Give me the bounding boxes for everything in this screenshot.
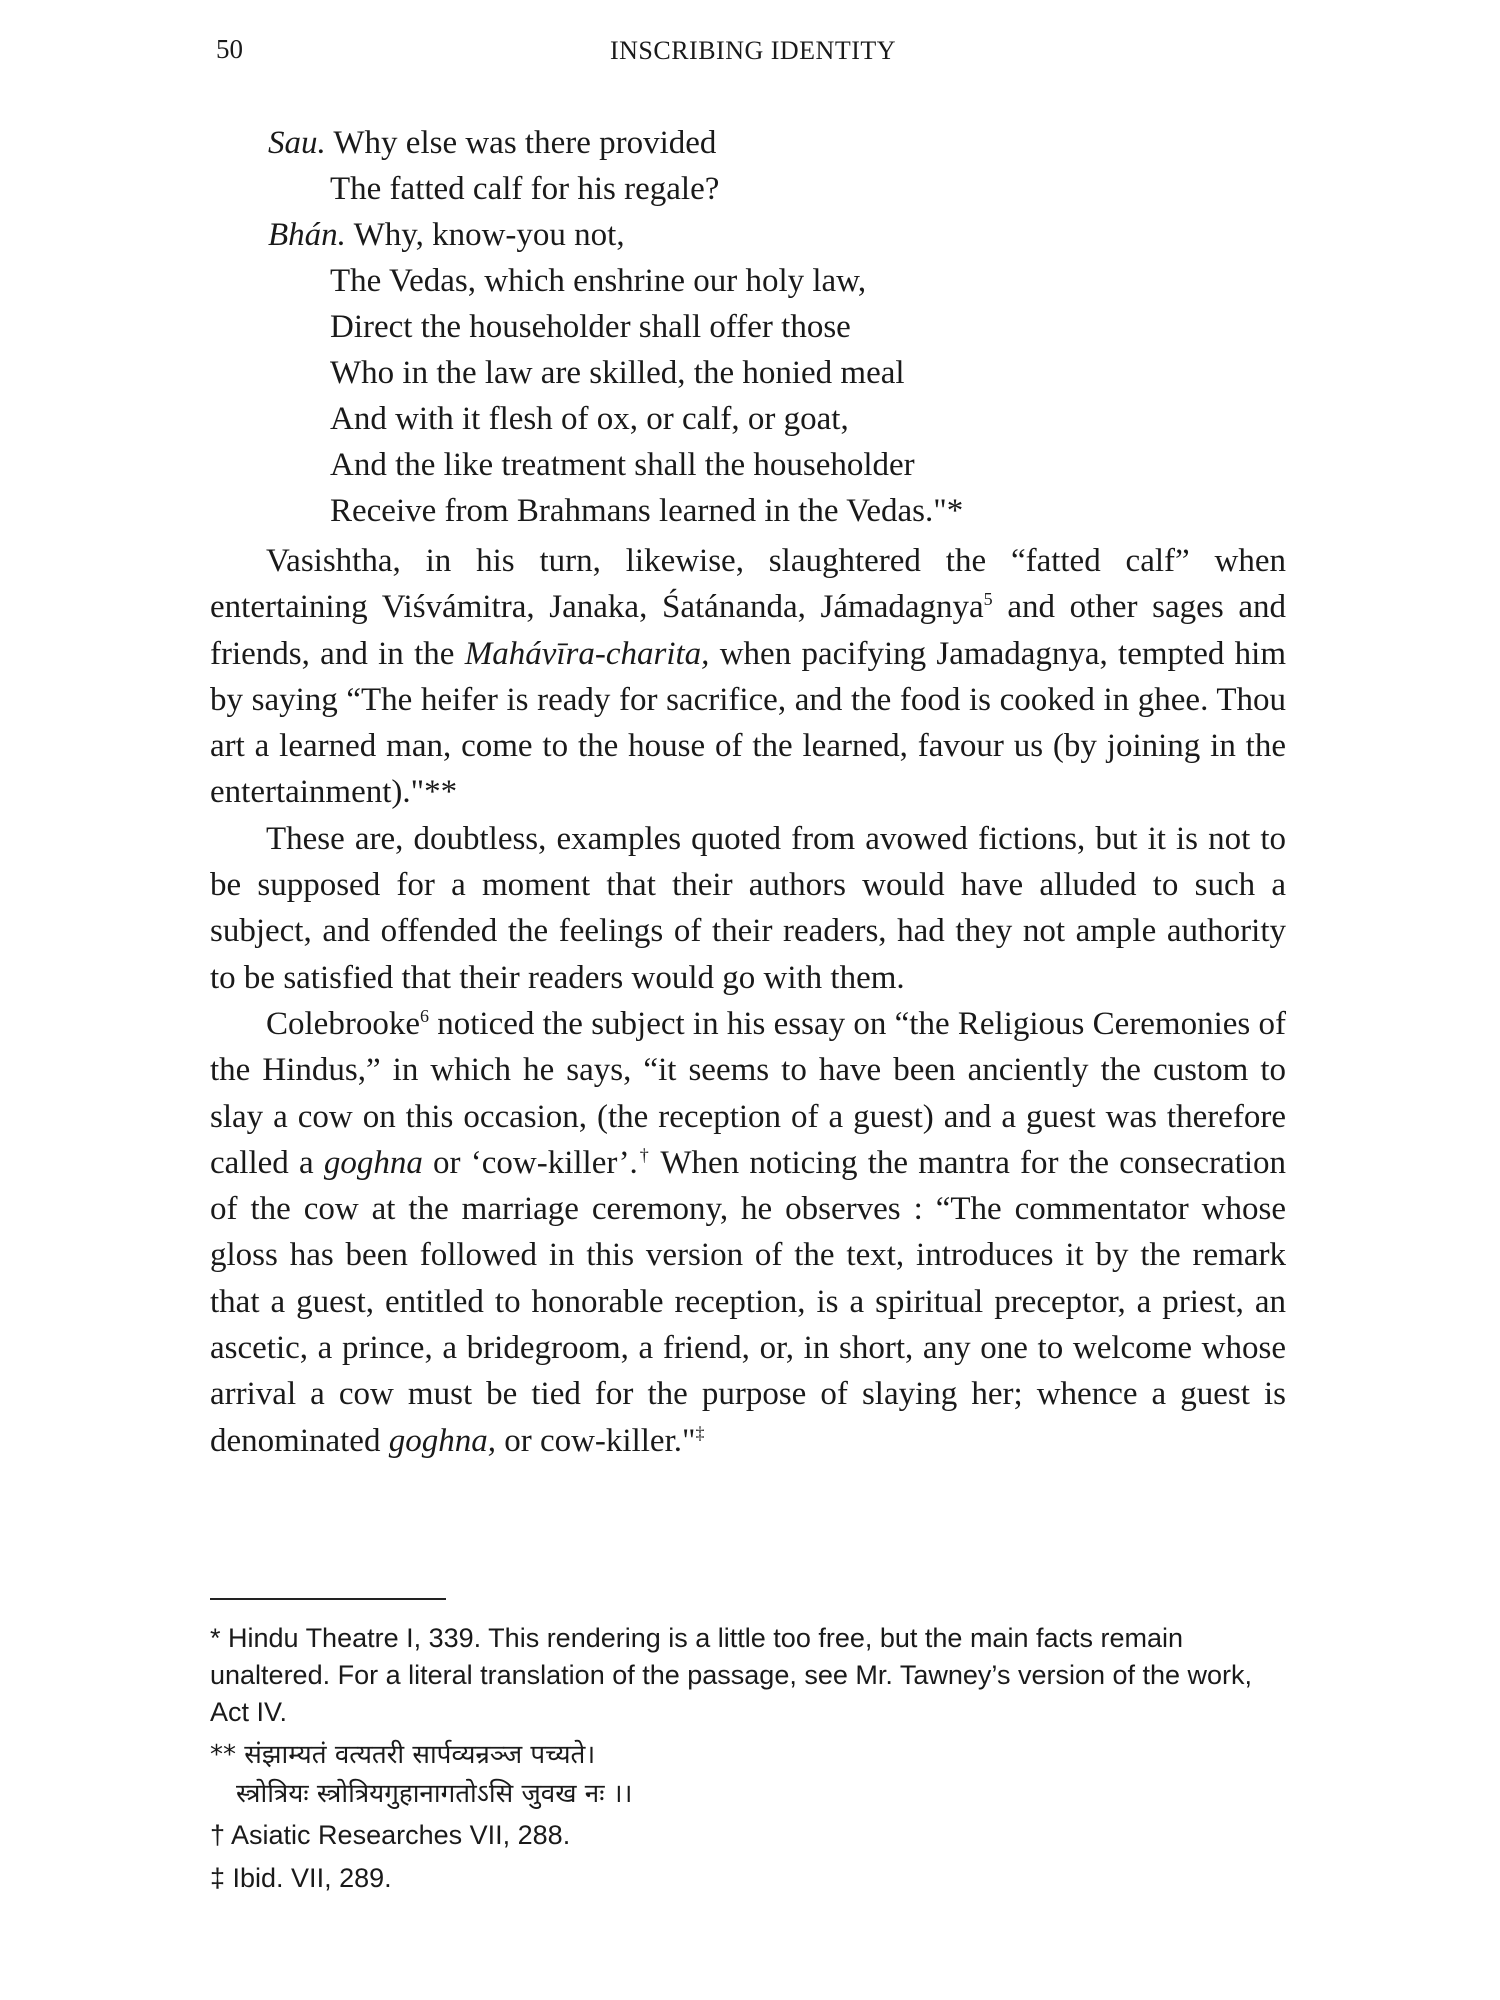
page-number: 50 [216,34,243,64]
verse-line [268,120,1268,166]
footnote-double-asterisk-sanskrit-2: स्त्रोत्रियः स्त्रोत्रियगुहानागतोऽसि जुवख नः ।। [236,1779,633,1809]
paragraph-vasishtha [210,538,1286,816]
footnote-ref-5[interactable]: 5 [983,589,993,610]
verse-text: Why, know-you not, [345,217,625,253]
title-mahavira-charita: Mahávīra-charita, [464,635,710,672]
text-run: and other sages and friends, and in the [210,589,1286,672]
footnotes [210,1620,1286,1903]
verse-block [268,120,1268,534]
footnote-double-dagger: ‡ Ibid. VII, 289. [210,1863,392,1893]
verse-line: Who in the law are skilled, the honied meal [330,355,905,391]
verse-text: Why else was there provided [325,125,717,161]
footnote-ref-6[interactable]: 6 [419,1005,429,1026]
text-run: Vasishtha, in his turn, likewise, slaughtered the “fatted calf” when entertaining Viśvámitra, Janaka, Śatánanda, Jámadagnya [210,543,1286,626]
speaker-name: Sau. [268,125,326,161]
footnote-divider [210,1598,446,1600]
footnote-asterisk: * Hindu Theatre I, 339. This rendering is a little too free, but the main facts remain unaltered. For a literal translation of the passage, see Mr. Tawney’s version of the work, Act IV. [210,1623,1253,1727]
verse-line [268,212,1268,258]
text-run: noticed the subject in his essay on “the Religious Ceremonies of the Hindus,” in which he says, “it seems to have been anciently the custom to slay a cow on this occasion, (the reception of a guest) and a guest was therefore called a [210,1005,1286,1181]
verse-line: And the like treatment shall the householder [330,447,915,483]
paragraph-fictions: These are, doubtless, examples quoted from avowed fictions, but it is not to be supposed for a moment that their authors would have alluded to such a subject, and offended the feelings of their readers, had they not ample authority to be satisfied that their readers would go with them. [210,820,1286,996]
paragraph-colebrooke [210,1001,1286,1464]
verse-line: Direct the householder shall offer those [330,309,851,345]
page-header [216,34,1290,74]
text-run: or cow-killer." [495,1422,696,1459]
speaker-name: Bhán. [268,217,346,253]
body-text [210,538,1286,1464]
term-goghna: goghna, [388,1422,496,1459]
verse-line: The fatted calf for his regale? [330,171,720,207]
term-goghna: goghna [323,1144,423,1181]
footnote-ref-double-dagger[interactable]: ‡ [695,1422,705,1443]
text-run: When noticing the mantra for the consecration of the cow at the marriage ceremony, he observes : “The commentator whose gloss has been followed in this version of the text, introduces it by the remark that a guest, entitled to honorable reception, is a spiritual preceptor, a priest, an ascetic, a prince, a bridegroom, a friend, or, in short, any one to welcome whose arrival a cow must be tied for the purpose of slaying her; whence a guest is denominated [210,1144,1287,1459]
running-title: INSCRIBING IDENTITY [609,36,897,65]
text-run: Colebrooke [266,1005,420,1042]
footnote-double-asterisk-sanskrit-1: ** संझाम्यतं वत्यतरी सार्पव्यन्रञ्ज पच्यते। [210,1740,596,1770]
verse-line: Receive from Brahmans learned in the Vedas."* [330,493,964,529]
footnote-ref-dagger[interactable]: † [637,1144,651,1165]
verse-line: And with it flesh of ox, or calf, or goat, [330,401,849,437]
verse-line: The Vedas, which enshrine our holy law, [330,263,867,299]
footnote-dagger: † Asiatic Researches VII, 288. [210,1820,571,1850]
text-run: when pacifying Jamadagnya, tempted him by saying “The heifer is ready for sacrifice, and the food is cooked in ghee. Thou art a learned man, come to the house of the learned, favour us (by joining in the entertainment)."** [210,635,1286,811]
text-run: or ‘cow-killer’. [422,1144,638,1181]
